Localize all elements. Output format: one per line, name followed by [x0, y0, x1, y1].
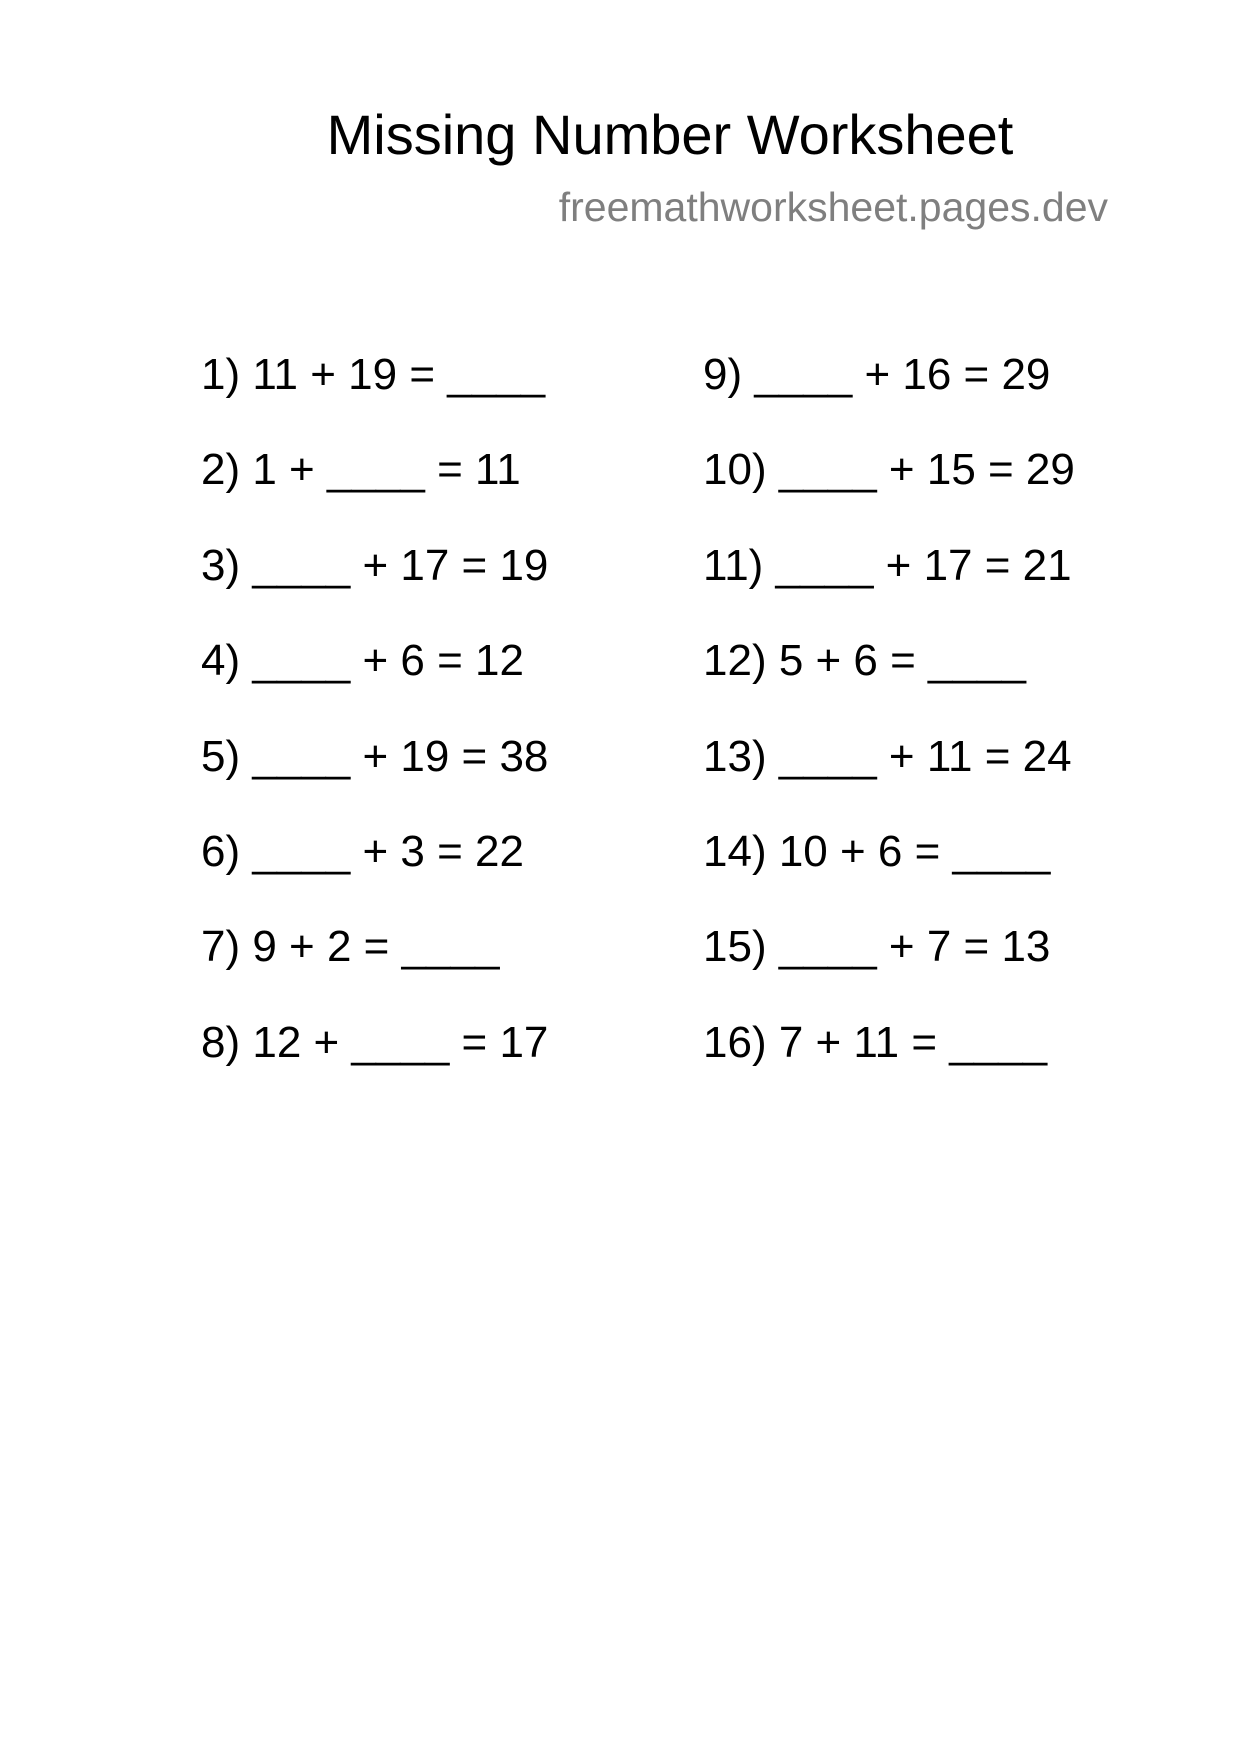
problem-1: 1) 11 + 19 = ____ — [201, 350, 546, 399]
problem-2: 2) 1 + ____ = 11 — [201, 445, 521, 495]
problem-7: 7) 9 + 2 = ____ — [201, 922, 500, 972]
problem-4: 4) ____ + 6 = 12 — [201, 636, 524, 686]
problem-9: 9) ____ + 16 = 29 — [703, 350, 1051, 399]
problems-column-right — [703, 350, 1223, 1113]
problem-14: 14) 10 + 6 = ____ — [703, 826, 1051, 876]
worksheet-title: Missing Number Worksheet — [326, 103, 1014, 166]
problem-5: 5) ____ + 19 = 38 — [201, 731, 549, 781]
problem-12: 12) 5 + 6 = ____ — [703, 636, 1026, 686]
problem-13: 13) ____ + 11 = 24 — [703, 731, 1072, 781]
problem-11: 11) ____ + 17 = 21 — [703, 540, 1072, 590]
problem-10: 10) ____ + 15 = 29 — [703, 445, 1075, 495]
source-url: freemathworksheet.pages.dev — [558, 184, 1108, 230]
problem-8: 8) 12 + ____ = 17 — [201, 1017, 549, 1067]
problem-16: 16) 7 + 11 = ____ — [703, 1017, 1048, 1067]
problems-column-left — [201, 350, 721, 1113]
problem-3: 3) ____ + 17 = 19 — [201, 540, 549, 590]
problem-15: 15) ____ + 7 = 13 — [703, 922, 1051, 972]
problem-6: 6) ____ + 3 = 22 — [201, 826, 524, 876]
